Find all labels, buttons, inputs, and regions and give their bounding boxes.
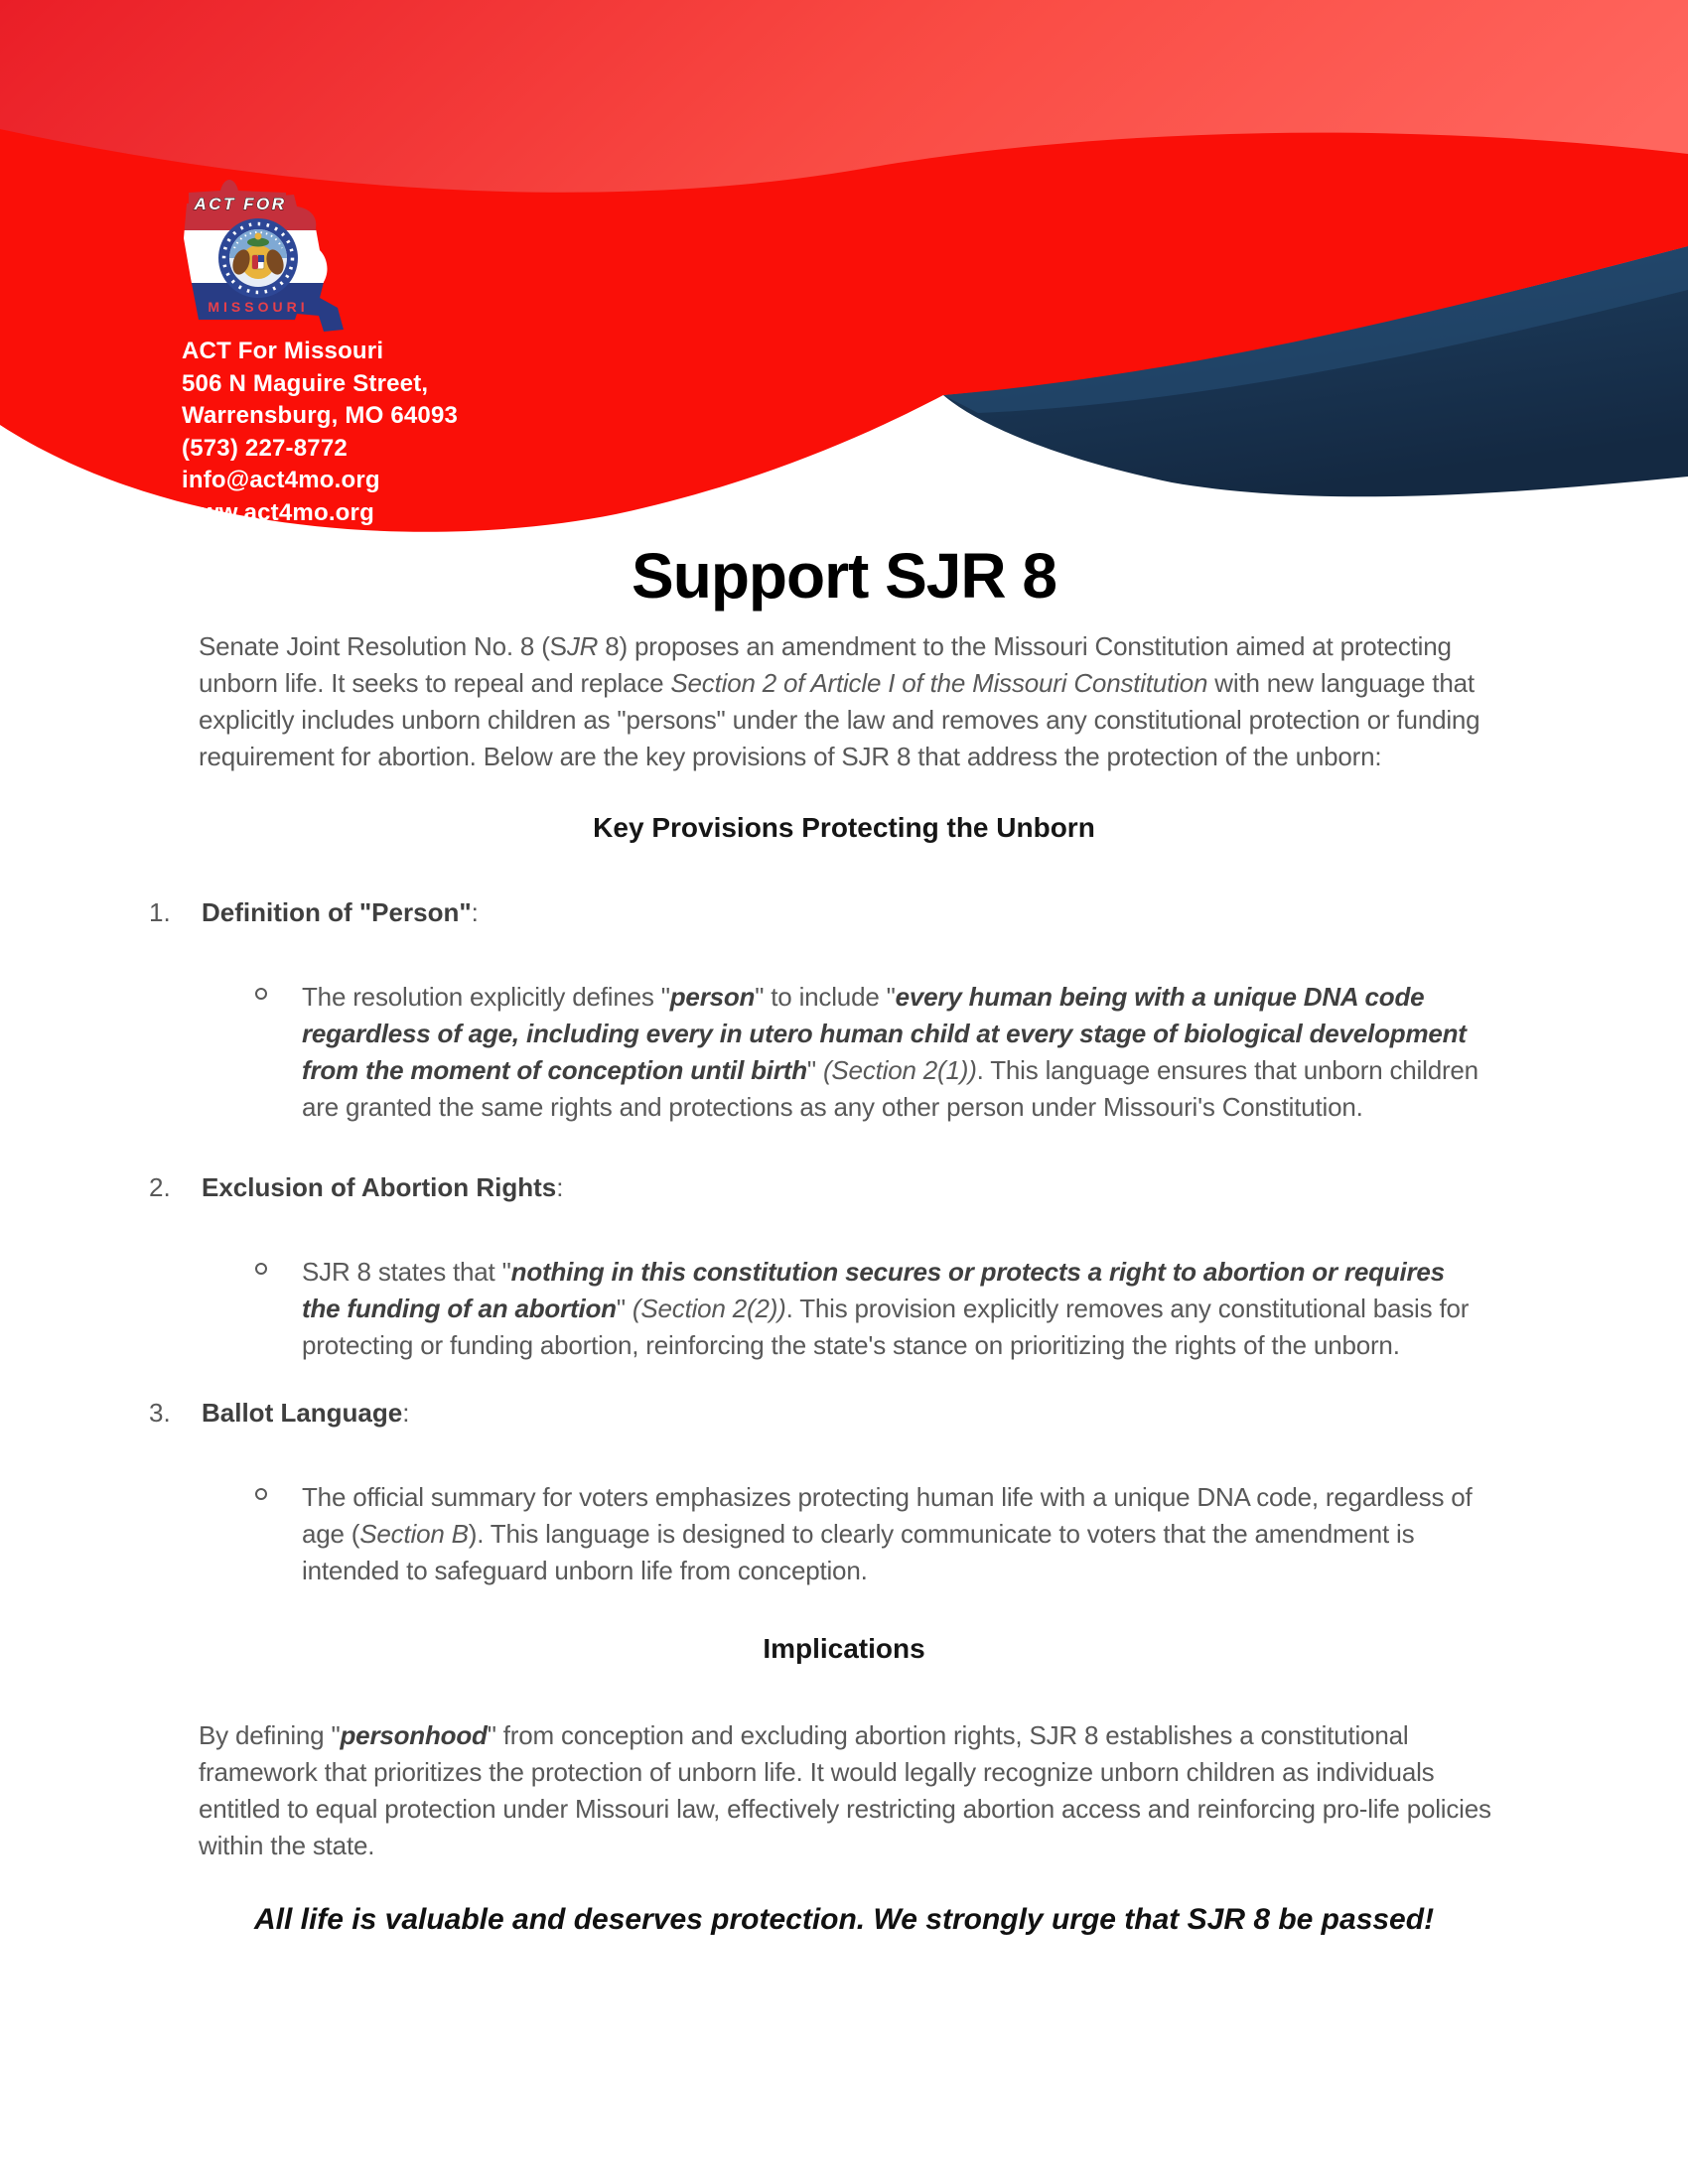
implications-paragraph: By defining "personhood" from conception and excluding abortion rights, SJR 8 establishes a constitutional framework that prioritizes the protection of unborn life. It would legally recognize unborn children as individuals entitled to equal protection under Missouri law, effectively restricting abortion access and reinforcing pro-life policies within the state. <box>199 1720 1491 1860</box>
contact-address-line2: Warrensburg, MO 64093 <box>182 402 459 429</box>
list-item-1-bullet-text: The resolution explicitly defines "person" to include "every human being with a unique DNA code regardless of age, including every in utero human child at every stage of biological development from the moment of conception until birth" (Section 2(1)). This language ensures that unborn children are granted the same rights and protections as any other person under Missouri's Constitution. <box>302 982 1478 1122</box>
logo-act-for-text: ACT FOR <box>194 195 287 213</box>
list-item-1-number: 1. <box>149 897 171 927</box>
list-item-2-number: 2. <box>149 1172 171 1202</box>
circle-bullet-icon <box>255 979 302 1126</box>
contact-block <box>182 336 458 529</box>
contact-website: www.act4mo.org <box>182 498 374 526</box>
contact-email: info@act4mo.org <box>182 467 380 493</box>
circle-bullet-icon <box>255 1254 302 1364</box>
list-item-3-number: 3. <box>149 1398 171 1428</box>
contact-address-line1: 506 N Maguire Street, <box>182 369 429 397</box>
list-item-3-heading <box>149 1395 1688 1432</box>
contact-phone: (573) 227-8772 <box>182 434 348 462</box>
list-item-2-bullet <box>255 1254 1688 1364</box>
list-item-2-bullet-text: SJR 8 states that "nothing in this constitution secures or protects a right to abortion or requires the funding of an abortion" (Section 2(2)). This provision explicitly removes any constitutional basis for protecting or funding abortion, reinforcing the state's stance on prioritizing the rights of the unborn. <box>302 1257 1470 1360</box>
act-for-missouri-logo <box>169 179 357 336</box>
intro-paragraph: Senate Joint Resolution No. 8 (SJR 8) proposes an amendment to the Missouri Constitution aimed at protecting unborn life. It seeks to repeal and replace Section 2 of Article I of the Missouri Constitution with new language that explicitly includes unborn children as "persons" under the law and removes any constitutional protection or funding requirement for abortion. Below are the key provisions of SJR 8 that address the protection of the unborn: <box>199 631 1480 771</box>
list-item-3-bullet-text: The official summary for voters emphasizes protecting human life with a unique DNA code, regardless of age (Section B). This language is designed to clearly communicate to voters that the amendment is intended to safeguard unborn life from conception. <box>302 1482 1473 1585</box>
closing-statement: All life is valuable and deserves protection. We strongly urge that SJR 8 be passed! <box>253 1903 1435 1936</box>
section-heading-key-provisions: Key Provisions Protecting the Unborn <box>593 812 1095 843</box>
list-item-1-heading <box>149 894 1688 931</box>
list-item-3-title: Ballot Language: <box>202 1398 410 1428</box>
state-seal <box>218 218 298 298</box>
logo-missouri-text: MISSOURI <box>208 299 309 315</box>
list-item-1-title: Definition of "Person": <box>202 897 479 927</box>
list-item-1-bullet <box>255 979 1688 1126</box>
list-item-3-bullet <box>255 1479 1688 1589</box>
list-item-2-title: Exclusion of Abortion Rights: <box>202 1172 564 1202</box>
circle-bullet-icon <box>255 1479 302 1589</box>
list-item-2-heading <box>149 1169 1688 1206</box>
section-heading-implications: Implications <box>763 1633 925 1664</box>
page-title: Support SJR 8 <box>632 540 1056 612</box>
contact-org: ACT For Missouri <box>182 338 384 364</box>
